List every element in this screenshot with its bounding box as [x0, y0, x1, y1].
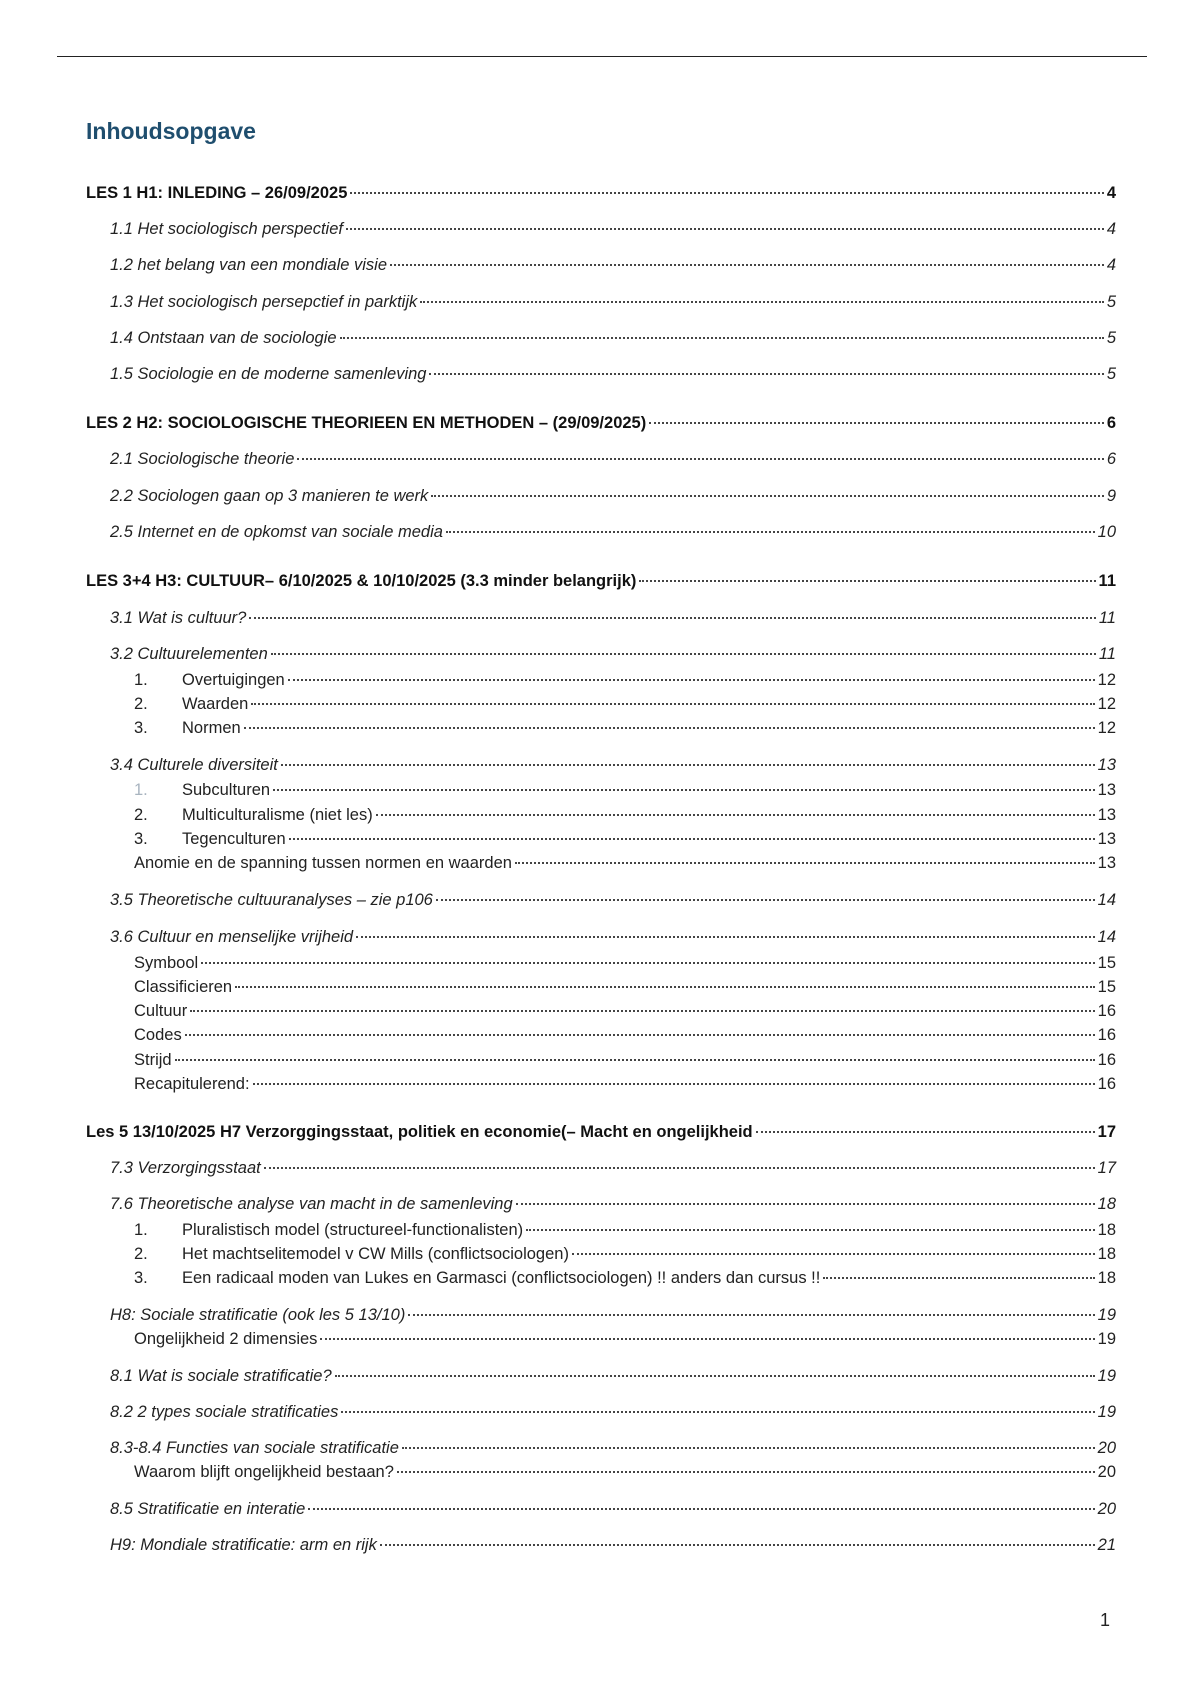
toc-entry[interactable] — [86, 805, 1116, 825]
toc-leader-dots — [420, 301, 1104, 303]
toc-entry[interactable] — [86, 1366, 1116, 1386]
toc-entry[interactable] — [86, 292, 1116, 312]
toc-entry-page: 12 — [1097, 671, 1116, 689]
toc-entry-label: 7.3 Verzorgingsstaat — [110, 1159, 261, 1177]
toc-leader-dots — [340, 337, 1104, 339]
toc-title: Inhoudsopgave — [86, 118, 256, 144]
toc-leader-dots — [526, 1229, 1095, 1231]
toc-entry-text — [110, 364, 426, 384]
toc-entry-page: 11 — [1098, 645, 1116, 663]
toc-entry-page: 21 — [1097, 1536, 1116, 1554]
toc-leader-dots — [376, 814, 1095, 816]
toc-entry-text — [134, 1001, 187, 1021]
toc-entry[interactable] — [86, 1158, 1116, 1178]
toc-entry-label: Tegenculturen — [182, 830, 286, 848]
toc-entry[interactable] — [86, 1438, 1116, 1458]
toc-leader-dots — [436, 899, 1095, 901]
toc-entry-label: Overtuigingen — [182, 671, 285, 689]
toc-entry[interactable] — [86, 927, 1116, 947]
toc-entry-text — [134, 694, 248, 714]
toc-leader-dots — [235, 986, 1095, 988]
toc-entry-text — [110, 1438, 399, 1458]
toc-entry[interactable] — [86, 449, 1116, 469]
toc-leader-dots — [350, 192, 1103, 194]
toc-entry-label: 2.5 Internet en de opkomst van sociale media — [110, 523, 443, 541]
toc-entry-text — [134, 1244, 569, 1264]
toc-entry-page: 14 — [1097, 891, 1116, 909]
toc-entry-label: Subculturen — [182, 781, 271, 799]
toc-entry[interactable] — [86, 890, 1116, 910]
toc-leader-dots — [201, 962, 1094, 964]
toc-entry-text — [110, 1305, 405, 1325]
toc-leader-dots — [823, 1277, 1094, 1279]
toc-leader-dots — [297, 458, 1103, 460]
toc-entry-label: 1.3 Het sociologisch persepctief in parktijk — [110, 293, 418, 311]
toc-entry-text — [86, 183, 347, 203]
toc-leader-dots — [273, 789, 1095, 791]
toc-entry-page: 13 — [1097, 756, 1116, 774]
toc-entry-label: 3.4 Culturele diversiteit — [110, 756, 278, 774]
toc-entry-page: 16 — [1097, 1051, 1116, 1069]
toc-leader-dots — [185, 1034, 1095, 1036]
toc-entry-page: 18 — [1097, 1195, 1116, 1213]
toc-entry-page: 5 — [1106, 365, 1116, 383]
toc-leader-dots — [402, 1447, 1095, 1449]
toc-entry-text — [134, 1050, 172, 1070]
toc-leader-dots — [244, 727, 1095, 729]
toc-entry[interactable] — [86, 219, 1116, 239]
toc-entry-label: LES 1 H1: INLEDING – 26/09/2025 — [86, 184, 348, 202]
toc-leader-dots — [253, 1083, 1095, 1085]
toc-entry-label: 3.6 Cultuur en menselijke vrijheid — [110, 928, 354, 946]
toc-entry[interactable] — [86, 1268, 1116, 1288]
toc-entry-text — [110, 608, 246, 628]
toc-entry-text — [110, 1402, 338, 1422]
toc-entry-page: 4 — [1106, 184, 1116, 202]
toc-entry-page: 18 — [1097, 1221, 1116, 1239]
toc-entry-text — [134, 670, 285, 690]
toc-entry[interactable] — [86, 571, 1116, 591]
toc-entry-number: 1. — [134, 671, 148, 689]
toc-leader-dots — [289, 838, 1095, 840]
toc-entry-label: Classificieren — [134, 978, 233, 996]
toc-entry-text — [110, 255, 387, 275]
toc-entry-page: 12 — [1097, 719, 1116, 737]
toc-entry-page: 15 — [1097, 978, 1116, 996]
toc-entry-label: 1.5 Sociologie en de moderne samenleving — [110, 365, 427, 383]
toc-entry[interactable] — [86, 522, 1116, 542]
toc-entry-label: Waarden — [182, 695, 249, 713]
toc-entry[interactable] — [86, 364, 1116, 384]
toc-leader-dots — [249, 617, 1096, 619]
toc-entry-label: 3.1 Wat is cultuur? — [110, 609, 247, 627]
toc-entry-label: 1.1 Het sociologisch perspectief — [110, 220, 343, 238]
toc-leader-dots — [251, 703, 1094, 705]
toc-entry-label: Normen — [182, 719, 241, 737]
toc-entry-page: 18 — [1097, 1269, 1116, 1287]
toc-entry-text — [134, 853, 512, 873]
toc-entry[interactable] — [86, 608, 1116, 628]
toc-entry-text — [134, 1268, 820, 1288]
toc-leader-dots — [288, 679, 1095, 681]
toc-entry-text — [110, 292, 417, 312]
toc-entry-label: 2.1 Sociologische theorie — [110, 450, 295, 468]
toc-entry-page: 13 — [1097, 854, 1116, 872]
toc-entry-label: 1.2 het belang van een mondiale visie — [110, 256, 388, 274]
toc-entry[interactable] — [86, 1050, 1116, 1070]
page-number: 1 — [1100, 1610, 1111, 1630]
toc-entry[interactable] — [86, 644, 1116, 664]
toc-entry-text — [134, 805, 373, 825]
toc-entry-label: H9: Mondiale stratificatie: arm en rijk — [110, 1536, 377, 1554]
toc-entry-page: 11 — [1098, 609, 1116, 627]
toc-entry[interactable] — [86, 755, 1116, 775]
toc-leader-dots — [572, 1253, 1095, 1255]
toc-leader-dots — [320, 1338, 1094, 1340]
toc-entry-text — [134, 977, 232, 997]
toc-entry-text — [134, 1074, 250, 1094]
toc-entry-page: 16 — [1097, 1075, 1116, 1093]
toc-leader-dots — [335, 1375, 1095, 1377]
toc-entry-page: 20 — [1097, 1500, 1116, 1518]
toc-entry-page: 19 — [1097, 1403, 1116, 1421]
toc-entry[interactable] — [86, 953, 1116, 973]
toc-entry[interactable] — [86, 829, 1116, 849]
toc-entry[interactable] — [86, 328, 1116, 348]
toc-entry-text — [110, 890, 433, 910]
toc-entry-label: Waarom blijft ongelijkheid bestaan? — [134, 1463, 394, 1481]
toc-entry-page: 10 — [1097, 523, 1116, 541]
toc-entry[interactable] — [86, 977, 1116, 997]
toc-entry-text — [86, 413, 646, 433]
toc-leader-dots — [190, 1010, 1094, 1012]
toc-entry-label: Recapitulerend: — [134, 1075, 250, 1093]
toc-entry[interactable] — [86, 1220, 1116, 1240]
toc-leader-dots — [356, 936, 1095, 938]
toc-entry-number: 3. — [134, 1269, 148, 1287]
toc-entry-text — [134, 829, 286, 849]
toc-entry-text — [110, 644, 268, 664]
toc-entry[interactable] — [86, 1305, 1116, 1325]
toc-entry-text — [110, 755, 278, 775]
toc-entry-label: Het machtselitemodel v CW Mills (conflictsociologen) — [182, 1245, 569, 1263]
toc-entry[interactable] — [86, 255, 1116, 275]
toc-entry-label: Een radicaal moden van Lukes en Garmasci (conflictsociologen) !! anders dan cursus !! — [182, 1269, 821, 1287]
toc-entry-page: 17 — [1097, 1159, 1116, 1177]
toc-entry-number: 3. — [134, 830, 148, 848]
toc-leader-dots — [446, 531, 1095, 533]
toc-entry-number: 2. — [134, 695, 148, 713]
toc-entry[interactable] — [86, 1329, 1116, 1349]
toc-leader-dots — [515, 862, 1095, 864]
toc-entry[interactable] — [86, 718, 1116, 738]
toc-entry-text — [110, 1194, 513, 1214]
toc-entry-label: 2.2 Sociologen gaan op 3 manieren te werk — [110, 487, 429, 505]
toc-entry-page: 5 — [1106, 293, 1116, 311]
toc-entry-page: 20 — [1097, 1439, 1116, 1457]
toc-leader-dots — [346, 228, 1104, 230]
toc-entry-page: 4 — [1106, 220, 1116, 238]
toc-leader-dots — [756, 1131, 1095, 1133]
toc-entry-number: 1. — [134, 781, 148, 799]
toc-entry-label: 8.2 2 types sociale stratificaties — [110, 1403, 339, 1421]
toc-entry[interactable] — [86, 694, 1116, 714]
toc-entry-text — [110, 1158, 261, 1178]
toc-entry-page: 13 — [1097, 781, 1116, 799]
toc-entry-text — [134, 1462, 394, 1482]
toc-entry-label: 1.4 Ontstaan van de sociologie — [110, 329, 337, 347]
toc-entry-label: Cultuur — [134, 1002, 188, 1020]
toc-entry[interactable] — [86, 183, 1116, 203]
toc-entry[interactable] — [86, 1001, 1116, 1021]
toc-entry-page: 16 — [1097, 1026, 1116, 1044]
toc-entry-label: Ongelijkheid 2 dimensies — [134, 1330, 318, 1348]
toc-entry-page: 6 — [1106, 450, 1116, 468]
toc-entry[interactable] — [86, 1194, 1116, 1214]
toc-entry-label: Symbool — [134, 954, 199, 972]
toc-entry-page: 13 — [1097, 830, 1116, 848]
toc-leader-dots — [264, 1167, 1095, 1169]
toc-leader-dots — [516, 1203, 1095, 1205]
toc-entry-page: 15 — [1097, 954, 1116, 972]
toc-entry-text — [134, 780, 270, 800]
toc-entry-page: 14 — [1097, 928, 1116, 946]
toc-entry-number: 1. — [134, 1221, 148, 1239]
toc-entry[interactable] — [86, 1025, 1116, 1045]
toc-entry-text — [110, 219, 343, 239]
toc-entry-label: Multiculturalisme (niet les) — [182, 806, 373, 824]
toc-entry-text — [86, 571, 636, 591]
toc-entry-text — [110, 1366, 332, 1386]
toc-entry-text — [110, 486, 428, 506]
toc-entry-page: 16 — [1097, 1002, 1116, 1020]
toc-leader-dots — [175, 1059, 1095, 1061]
toc-entry-page: 13 — [1097, 806, 1116, 824]
toc-leader-dots — [271, 653, 1096, 655]
toc-entry-page: 9 — [1106, 487, 1116, 505]
toc-entry-text — [134, 1025, 182, 1045]
toc-entry-label: LES 2 H2: SOCIOLOGISCHE THEORIEEN EN METHODEN – (29/09/2025) — [86, 414, 647, 432]
toc-entry[interactable] — [86, 1535, 1116, 1555]
toc-entry-label: 7.6 Theoretische analyse van macht in de samenleving — [110, 1195, 513, 1213]
toc-entry[interactable] — [86, 780, 1116, 800]
toc-leader-dots — [408, 1314, 1094, 1316]
toc-entry-page: 6 — [1106, 414, 1116, 432]
toc-leader-dots — [380, 1544, 1095, 1546]
toc-entry-page: 12 — [1097, 695, 1116, 713]
toc-entry-label: Strijd — [134, 1051, 172, 1069]
toc-entry[interactable] — [86, 1244, 1116, 1264]
toc-entry-label: 3.2 Cultuurelementen — [110, 645, 268, 663]
toc-entry-text — [134, 718, 241, 738]
toc-entry-text — [134, 1220, 523, 1240]
toc-leader-dots — [341, 1411, 1094, 1413]
toc-leader-dots — [429, 373, 1103, 375]
toc-entry-page: 5 — [1106, 329, 1116, 347]
toc-entry-page: 17 — [1097, 1123, 1116, 1141]
toc-entry-text — [86, 1122, 753, 1142]
toc-entry-label: Les 5 13/10/2025 H7 Verzorggingsstaat, politiek en economie(– Macht en ongelijkheid — [86, 1123, 753, 1141]
toc-leader-dots — [281, 764, 1095, 766]
toc-leader-dots — [308, 1508, 1094, 1510]
toc-entry-page: 19 — [1097, 1367, 1116, 1385]
toc-entry-text — [110, 522, 443, 542]
toc-entry[interactable] — [86, 853, 1116, 873]
toc-entry-label: 8.3-8.4 Functies van sociale stratificatie — [110, 1439, 399, 1457]
toc-entry-number: 2. — [134, 806, 148, 824]
toc-entry-label: H8: Sociale stratificatie (ook les 5 13/10) — [110, 1306, 406, 1324]
toc-entry[interactable] — [86, 1402, 1116, 1422]
toc-entry-text — [110, 1535, 377, 1555]
toc-leader-dots — [390, 264, 1104, 266]
toc-entry[interactable] — [86, 413, 1116, 433]
toc-entry-text — [134, 1329, 317, 1349]
toc-entry-label: 8.5 Stratificatie en interatie — [110, 1500, 306, 1518]
toc-entry-page: 11 — [1098, 572, 1116, 590]
toc-entry[interactable] — [86, 1499, 1116, 1519]
toc-entry-page: 19 — [1097, 1330, 1116, 1348]
toc-entry-number: 3. — [134, 719, 148, 737]
toc-entry-label: LES 3+4 H3: CULTUUR– 6/10/2025 & 10/10/2025 (3.3 minder belangrijk) — [86, 572, 637, 590]
toc-entry-page: 19 — [1097, 1306, 1116, 1324]
toc-entry[interactable] — [86, 1074, 1116, 1094]
header-rule — [57, 56, 1147, 57]
toc-entry[interactable] — [86, 670, 1116, 690]
toc-leader-dots — [397, 1471, 1095, 1473]
toc-leader-dots — [431, 495, 1104, 497]
toc-entry-text — [110, 328, 337, 348]
toc-leader-dots — [649, 422, 1104, 424]
toc-entry-page: 18 — [1097, 1245, 1116, 1263]
toc-entry-label: Anomie en de spanning tussen normen en waarden — [134, 854, 512, 872]
toc-entry-text — [110, 449, 294, 469]
toc-entry-label: 8.1 Wat is sociale stratificatie? — [110, 1367, 332, 1385]
toc-entry-text — [110, 1499, 305, 1519]
toc-entry-text — [134, 953, 198, 973]
toc-entry-label: Pluralistisch model (structureel-functionalisten) — [182, 1221, 524, 1239]
toc-entry-text — [110, 927, 353, 947]
toc-leader-dots — [639, 580, 1095, 582]
toc-entry-label: 3.5 Theoretische cultuuranalyses – zie p106 — [110, 891, 433, 909]
toc-entry-page: 20 — [1097, 1463, 1116, 1481]
toc-entry-number: 2. — [134, 1245, 148, 1263]
toc-entry[interactable] — [86, 486, 1116, 506]
toc-entry[interactable] — [86, 1122, 1116, 1142]
toc-entry[interactable] — [86, 1462, 1116, 1482]
toc-entry-page: 4 — [1106, 256, 1116, 274]
toc-entry-label: Codes — [134, 1026, 182, 1044]
